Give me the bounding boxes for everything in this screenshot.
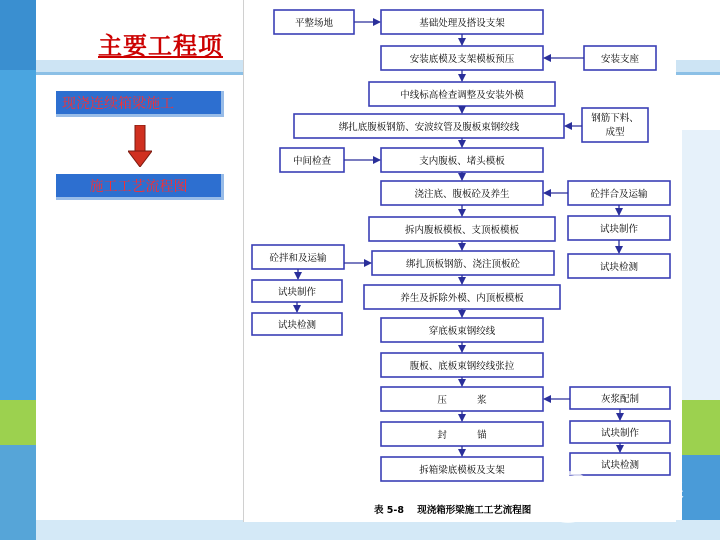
page-title: 主要工程项 xyxy=(98,32,223,60)
flow-text-step-10: 穿底板束钢绞线 xyxy=(428,326,496,337)
flow-text-step-9: 养生及拆除外模、内顶板模板 xyxy=(400,293,524,304)
left-band-middle xyxy=(0,70,36,400)
flow-text-test-make-right: 试块制作 xyxy=(599,224,639,235)
flow-text-step-5: 支内腹板、堵头模板 xyxy=(419,156,505,167)
flow-text-start: 平整场地 xyxy=(294,18,334,29)
flow-text-step-2: 安装底模及支架模板预压 xyxy=(409,54,515,65)
flow-text-step-14: 拆箱梁底模板及支架 xyxy=(419,465,505,476)
left-band-top xyxy=(0,0,36,70)
flow-text-mid-check: 中间检查 xyxy=(292,156,332,167)
flow-text-step-4: 绑扎底腹板钢筋、安波纹管及腹板束钢绞线 xyxy=(338,122,520,133)
flow-text-step-13: 封 锚 xyxy=(437,430,487,441)
flow-text-grout-mix: 灰浆配制 xyxy=(600,394,640,405)
flow-text-step-1: 基础处理及搭设支架 xyxy=(419,18,505,29)
flow-text-step-6: 浇注底、腹板砼及养生 xyxy=(414,189,510,200)
nav-item-process-flow[interactable]: 施工工艺流程图 xyxy=(56,174,224,200)
flowchart-caption: 表 5-8 现浇箱形梁施工工艺流程图 xyxy=(374,505,532,516)
flow-text-grout-test-check: 试块检测 xyxy=(600,460,640,471)
flow-text-concrete-mix-right: 砼拌合及运输 xyxy=(590,189,648,200)
flow-text-step-12: 压 浆 xyxy=(437,395,487,406)
flow-text-support: 安装支座 xyxy=(600,54,640,65)
flow-text-step-3: 中线标高检查调整及安装外模 xyxy=(400,90,524,101)
flow-text-test-make-left: 试块制作 xyxy=(277,287,317,298)
right-band-green xyxy=(682,400,720,455)
flow-text-grout-test-make: 试块制作 xyxy=(600,428,640,439)
flow-text-step-11: 腹板、底板束钢绞线张拉 xyxy=(409,361,515,372)
flow-text-step-8: 绑扎顶板钢筋、浇注顶板砼 xyxy=(405,259,521,270)
title-bullet-icon xyxy=(56,22,72,42)
nav-item-box-girder[interactable]: 现浇连续箱梁施工 xyxy=(56,91,224,117)
watermark-text: 汗水云课 xyxy=(602,480,687,502)
flowchart-panel xyxy=(243,0,676,522)
watermark-url: xingshuiyun.com xyxy=(596,502,673,512)
left-band-green xyxy=(0,400,36,445)
flow-text-test-check-left: 试块检测 xyxy=(277,320,317,331)
arrow-down-icon xyxy=(128,125,152,167)
flow-text-step-7: 拆内腹板模板、支顶板模板 xyxy=(404,225,520,236)
flow-text-concrete-mix-left: 砼拌和及运输 xyxy=(269,253,327,264)
flowchart xyxy=(244,0,676,522)
flow-text-rebar-1: 钢筋下料、 xyxy=(591,113,639,124)
flow-text-rebar-2: 成型 xyxy=(605,127,625,138)
flow-text-test-check-right: 试块检测 xyxy=(599,262,639,273)
left-band-bottom xyxy=(0,445,36,540)
